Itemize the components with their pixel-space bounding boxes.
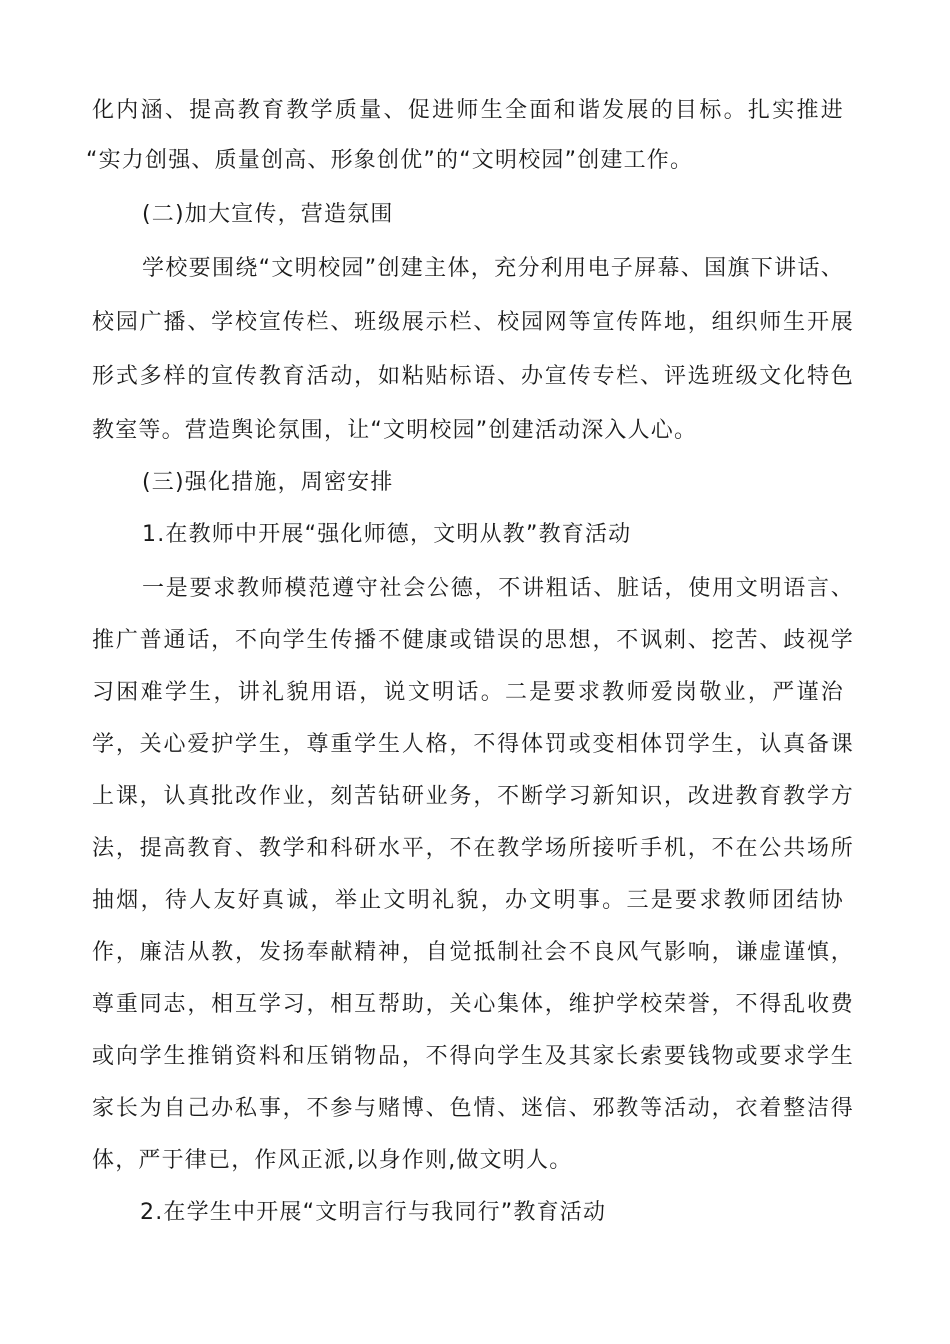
body-text-line: 化内涵、提高教育教学质量、促进师生全面和谐发展的目标。扎实推进 [92,98,844,123]
body-text-line: 学校要围绕“文明校园”创建主体，充分利用电子屏幕、国旗下讲话、 [142,256,844,281]
section-heading: (二)加大宣传，营造氛围 [142,202,394,227]
body-text-line: 或向学生推销资料和压销物品，不得向学生及其家长索要钱物或要求学生 [92,1044,854,1069]
body-text-line: 形式多样的宣传教育活动，如粘贴标语、办宣传专栏、评选班级文化特色 [92,364,854,389]
body-text-line: 尊重同志，相互学习，相互帮助，关心集体，维护学校荣誉，不得乱收费 [92,992,854,1017]
body-text-line: 习困难学生，讲礼貌用语，说文明话。二是要求教师爱岗敬业，严谨治 [92,680,844,705]
body-text-line: 推广普通话，不向学生传播不健康或错误的思想，不讽刺、挖苦、歧视学 [92,628,854,653]
body-text-line: 一是要求教师模范遵守社会公德，不讲粗话、脏话，使用文明语言、 [142,576,854,601]
body-text-line: 校园广播、学校宣传栏、班级展示栏、校园网等宣传阵地，组织师生开展 [92,310,854,335]
subsection-heading: 2.在学生中开展“文明言行与我同行”教育活动 [140,1200,607,1225]
body-text-line: 作，廉洁从教，发扬奉献精神，自觉抵制社会不良风气影响，谦虚谨慎， [92,940,854,965]
body-text-line: 法，提高教育、教学和科研水平，不在教学场所接听手机，不在公共场所 [92,836,854,861]
subsection-heading: 1.在教师中开展“强化师德，文明从教”教育活动 [142,522,632,547]
body-text-line: 上课，认真批改作业，刻苦钻研业务，不断学习新知识，改进教育教学方 [92,784,854,809]
body-text-line: 家长为自己办私事，不参与赌博、色情、迷信、邪教等活动，衣着整洁得 [92,1096,854,1121]
body-text-line: 体，严于律已，作风正派,以身作则,做文明人。 [92,1148,573,1173]
body-text-line: 教室等。营造舆论氛围，让“文明校园”创建活动深入人心。 [92,418,698,443]
body-text-line: 学，关心爱护学生，尊重学生人格，不得体罚或变相体罚学生，认真备课 [92,732,854,757]
section-heading: (三)强化措施，周密安排 [142,470,394,495]
body-text-line: “实力创强、质量创高、形象创优”的“文明校园”创建工作。 [86,148,694,173]
body-text-line: 抽烟，待人友好真诚，举止文明礼貌，办文明事。三是要求教师团结协 [92,888,844,913]
